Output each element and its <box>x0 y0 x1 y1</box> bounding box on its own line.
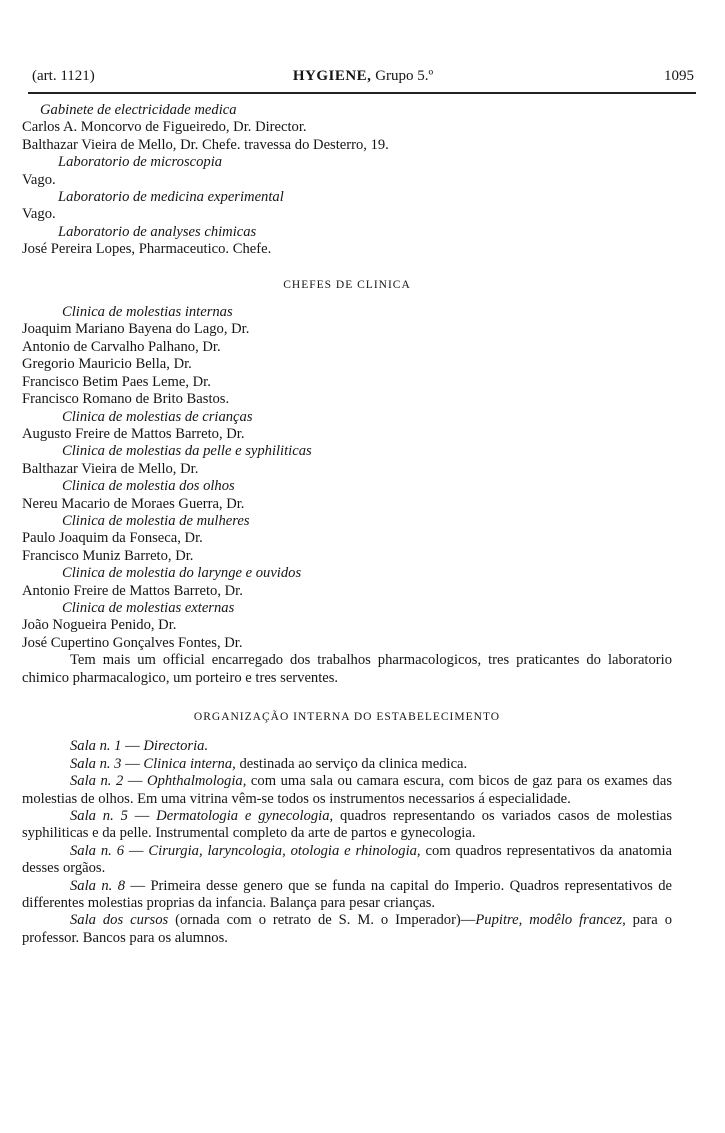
clinica-person: Francisco Muniz Barreto, Dr. <box>22 547 194 564</box>
lab-analyses-person: José Pereira Lopes, Pharmaceutico. Chefe. <box>22 241 272 258</box>
section-title <box>32 68 694 85</box>
clinica-heading: Clinica de molestias internas <box>62 304 233 321</box>
running-head <box>32 68 694 90</box>
lab-microscopia-person: Vago. <box>22 171 56 188</box>
clinica-heading: Clinica de molestia de mulheres <box>62 512 250 529</box>
clinica-person: João Nogueira Penido, Dr. <box>22 617 177 634</box>
clinica-person: Antonio Freire de Mattos Barreto, Dr. <box>22 582 243 599</box>
staff-paragraph: Tem mais um official encarregado dos trabalhos pharmacologicos, tres praticantes do laboratorio chimico pharmacalogico, um porteiro e tres serventes. <box>22 652 672 686</box>
sala-entry: Sala n. 1 — Directoria. <box>70 738 209 755</box>
clinica-person: Augusto Freire de Mattos Barreto, Dr. <box>22 425 245 442</box>
clinicas-list <box>22 304 672 652</box>
clinica-person: José Cupertino Gonçalves Fontes, Dr. <box>22 634 243 651</box>
sala-entry: Sala n. 2 — Ophthalmologia, com uma sala ou camara escura, com bicos de gaz para os exames das molestias de olhos. Em uma vitrina vêm-se todos os instrumentos necessarios á especialidade. <box>22 773 673 807</box>
lab-medicina-heading: Laboratorio de medicina experimental <box>58 189 284 206</box>
clinica-person: Paulo Joaquim da Fonseca, Dr. <box>22 530 203 547</box>
clinica-person: Nereu Macario de Moraes Guerra, Dr. <box>22 495 245 512</box>
lab-analyses-heading: Laboratorio de analyses chimicas <box>58 223 257 240</box>
gabinete-chefe: Balthazar Vieira de Mello, Dr. Chefe. travessa do Desterro, 19. <box>22 136 389 153</box>
clinica-heading: Clinica de molestias de crianças <box>62 408 253 425</box>
chefes-heading: CHEFES DE CLINICA <box>283 278 411 291</box>
clinica-person: Francisco Betim Paes Leme, Dr. <box>22 373 211 390</box>
clinica-heading: Clinica de molestia do larynge e ouvidos <box>62 565 302 582</box>
body-text <box>22 102 672 947</box>
organizacao-heading: ORGANIZAÇÃO INTERNA DO ESTABELECIMENTO <box>193 711 501 723</box>
clinica-person: Antonio de Carvalho Palhano, Dr. <box>22 338 221 355</box>
salas-list <box>22 738 672 947</box>
clinica-person: Gregorio Mauricio Bella, Dr. <box>22 356 192 373</box>
sala-entry: Sala n. 3 — Clinica interna, destinada ao serviço da clinica medica. <box>70 755 468 772</box>
lab-medicina-person: Vago. <box>22 206 56 223</box>
clinica-heading: Clinica de molestias externas <box>62 599 235 616</box>
clinica-heading: Clinica de molestia dos olhos <box>62 478 235 495</box>
clinica-person: Balthazar Vieira de Mello, Dr. <box>22 460 199 477</box>
clinica-person: Joaquim Mariano Bayena do Lago, Dr. <box>22 321 250 338</box>
article-reference: (art. 1121) <box>32 68 95 84</box>
lab-microscopia-heading: Laboratorio de microscopia <box>58 154 223 171</box>
gabinete-director: Carlos A. Moncorvo de Figueiredo, Dr. Director. <box>22 119 307 136</box>
sala-entry: Sala n. 5 — Dermatologia e gynecologia, quadros representando os variados casos de molestias syphiliticas e da pelle. Instrumental completo da arte de partos e gynecologia. <box>22 808 673 842</box>
sala-entry: Sala n. 6 — Cirurgia, laryncologia, otologia e rhinologia, com quadros representativos da anatomia desses orgãos. <box>22 842 673 877</box>
gabinete-heading: Gabinete de electricidade medica <box>40 102 237 118</box>
header-rule <box>28 92 696 94</box>
page-number: 1095 <box>664 68 694 84</box>
clinica-heading: Clinica de molestias da pelle e syphiliticas <box>62 443 312 460</box>
sala-entry: Sala dos cursos (ornada com o retrato de S. M. o Imperador)—Pupitre, modêlo francez, para o professor. Bancos para os alumnos. <box>22 912 672 946</box>
section-title-main: HYGIENE, <box>292 68 372 84</box>
section-group: Grupo 5.º <box>375 68 434 84</box>
clinica-person: Francisco Romano de Brito Bastos. <box>22 391 230 408</box>
sala-entry: Sala n. 8 — Primeira desse genero que se funda na capital do Imperio. Quadros representativos de differentes molestias proprias da infancia. Balança para pesar crianças. <box>22 877 673 912</box>
